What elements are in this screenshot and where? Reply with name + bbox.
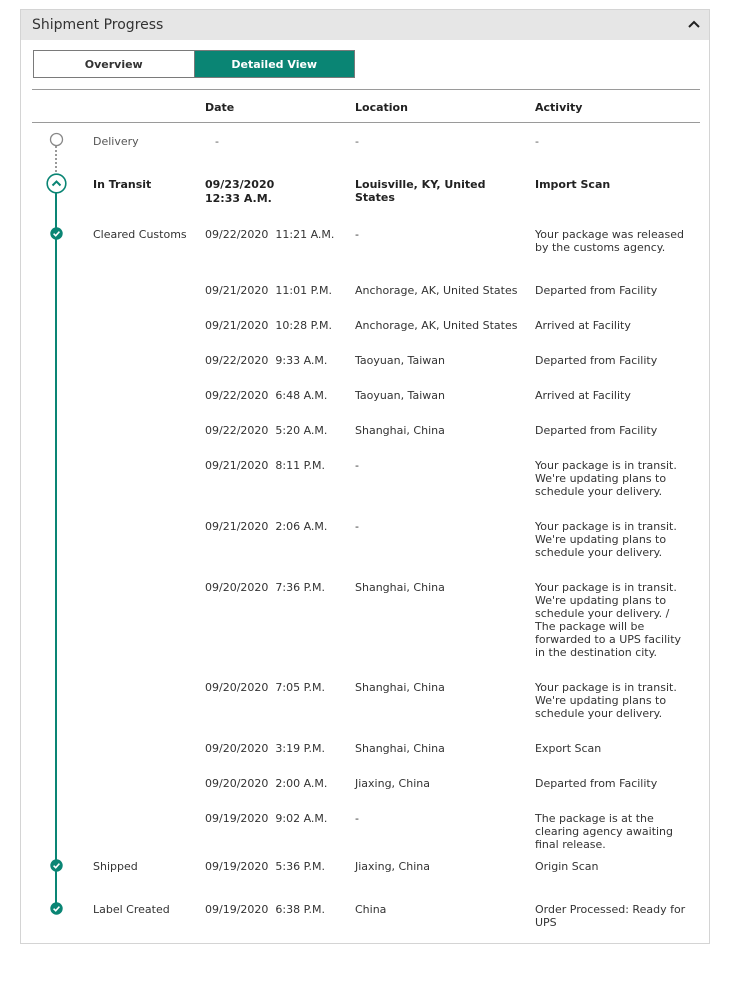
row-activity: Import Scan <box>535 178 611 191</box>
row-location: Shanghai, China <box>355 681 445 694</box>
row-date <box>205 581 325 594</box>
row-location: - <box>355 459 359 472</box>
row-date-time: 2:06 A.M. <box>275 520 328 533</box>
row-date <box>205 354 327 367</box>
row-date-day: 09/21/2020 <box>205 520 269 533</box>
row-date-day: 09/22/2020 <box>205 424 269 437</box>
divider <box>32 122 700 123</box>
row-date-day: 09/22/2020 <box>205 354 269 367</box>
row-date <box>205 319 332 332</box>
row-date <box>205 812 327 825</box>
overview-tab[interactable]: Overview <box>34 51 194 77</box>
column-header-location: Location <box>355 101 408 114</box>
row-date-time: 5:36 P.M. <box>275 860 326 873</box>
chevron-up-icon[interactable] <box>685 16 703 34</box>
row-location: Anchorage, AK, United States <box>355 284 518 297</box>
row-activity: - <box>535 135 539 148</box>
row-date-time: 7:05 P.M. <box>275 681 326 694</box>
row-date-time: 10:28 P.M. <box>275 319 333 332</box>
row-date-time: 5:20 A.M. <box>275 424 328 437</box>
row-activity: Your package is in transit. We're updating plans to schedule your delivery. <box>535 459 677 498</box>
row-activity: Departed from Facility <box>535 284 658 297</box>
row-activity: Your package is in transit. We're updating plans to schedule your delivery. <box>535 681 677 720</box>
row-location: Shanghai, China <box>355 742 445 755</box>
column-header-date: Date <box>205 101 235 114</box>
row-date <box>205 228 334 241</box>
row-location: Shanghai, China <box>355 581 445 594</box>
row-date-day: 09/23/2020 <box>205 178 275 191</box>
shipment-progress-panel <box>20 9 710 944</box>
row-date: - <box>215 135 219 148</box>
row-location: - <box>355 520 359 533</box>
panel-title: Shipment Progress <box>32 17 164 33</box>
row-date-time: 11:21 A.M. <box>275 228 335 241</box>
row-date-time: 11:01 P.M. <box>275 284 333 297</box>
detailed-view-tab[interactable]: Detailed View <box>194 51 355 77</box>
row-activity: Departed from Facility <box>535 777 658 790</box>
row-date-day: 09/21/2020 <box>205 459 269 472</box>
column-header-activity: Activity <box>535 101 583 114</box>
row-activity: Your package was released by the customs agency. <box>535 228 684 254</box>
row-date <box>205 178 345 205</box>
row-location: Taoyuan, Taiwan <box>355 354 445 367</box>
row-date-time: 9:33 A.M. <box>275 354 328 367</box>
row-date <box>205 681 325 694</box>
row-activity: Arrived at Facility <box>535 389 631 402</box>
row-date-time: 3:19 P.M. <box>275 742 326 755</box>
row-location: Shanghai, China <box>355 424 445 437</box>
row-location: Anchorage, AK, United States <box>355 319 518 332</box>
row-date-day: 09/20/2020 <box>205 681 269 694</box>
row-location: - <box>355 812 359 825</box>
row-date <box>205 284 332 297</box>
panel-header[interactable] <box>21 10 709 40</box>
row-date-time: 9:02 A.M. <box>275 812 328 825</box>
current-status-chevron-icon[interactable] <box>46 173 67 198</box>
row-date-day: 09/21/2020 <box>205 319 269 332</box>
milestone-label: Delivery <box>93 135 139 148</box>
row-activity: Departed from Facility <box>535 354 658 367</box>
row-date <box>205 520 327 533</box>
row-date <box>205 424 327 437</box>
row-date <box>205 860 325 873</box>
row-activity: Departed from Facility <box>535 424 658 437</box>
row-date-day: 09/20/2020 <box>205 777 269 790</box>
row-location: China <box>355 903 387 916</box>
milestone-label: Cleared Customs <box>93 228 187 241</box>
check-icon <box>50 857 63 876</box>
row-location: - <box>355 228 359 241</box>
check-icon <box>50 225 63 244</box>
milestone-label: In Transit <box>93 178 152 191</box>
check-icon <box>50 900 63 919</box>
row-date <box>205 742 325 755</box>
row-date-time: 8:11 P.M. <box>275 459 326 472</box>
row-location: Louisville, KY, United States <box>355 178 486 204</box>
row-date-day: 09/19/2020 <box>205 812 269 825</box>
row-date-day: 09/22/2020 <box>205 389 269 402</box>
row-location: Jiaxing, China <box>355 860 430 873</box>
row-date <box>205 459 325 472</box>
pending-circle-icon <box>49 132 64 151</box>
timeline-line <box>55 192 57 907</box>
row-date-day: 09/19/2020 <box>205 860 269 873</box>
row-activity: The package is at the clearing agency awaiting final release. <box>535 812 674 851</box>
divider <box>32 89 700 90</box>
milestone-label: Shipped <box>93 860 138 873</box>
row-location: Taoyuan, Taiwan <box>355 389 445 402</box>
row-date-time: 7:36 P.M. <box>275 581 326 594</box>
row-location: Jiaxing, China <box>355 777 430 790</box>
milestone-label: Label Created <box>93 903 170 916</box>
row-date-day: 09/22/2020 <box>205 228 269 241</box>
row-activity: Your package is in transit. We're updating plans to schedule your delivery. <box>535 520 677 559</box>
row-date-day: 09/19/2020 <box>205 903 269 916</box>
row-date-day: 09/20/2020 <box>205 742 269 755</box>
row-date-time: 2:00 A.M. <box>275 777 328 790</box>
row-date <box>205 777 327 790</box>
row-date-time: 12:33 A.M. <box>205 192 272 205</box>
row-date-time: 6:48 A.M. <box>275 389 328 402</box>
row-date <box>205 903 325 916</box>
row-activity: Your package is in transit. We're updating plans to schedule your delivery. / The package will be forwarded to a UPS facility in the destination city. <box>535 581 682 659</box>
row-location: - <box>355 135 359 148</box>
row-activity: Arrived at Facility <box>535 319 631 332</box>
row-date <box>205 389 327 402</box>
row-date-day: 09/21/2020 <box>205 284 269 297</box>
row-activity: Order Processed: Ready for UPS <box>535 903 686 929</box>
row-date-day: 09/20/2020 <box>205 581 269 594</box>
row-activity: Export Scan <box>535 742 602 755</box>
row-date-time: 6:38 P.M. <box>275 903 326 916</box>
view-toggle <box>33 50 355 78</box>
row-activity: Origin Scan <box>535 860 599 873</box>
